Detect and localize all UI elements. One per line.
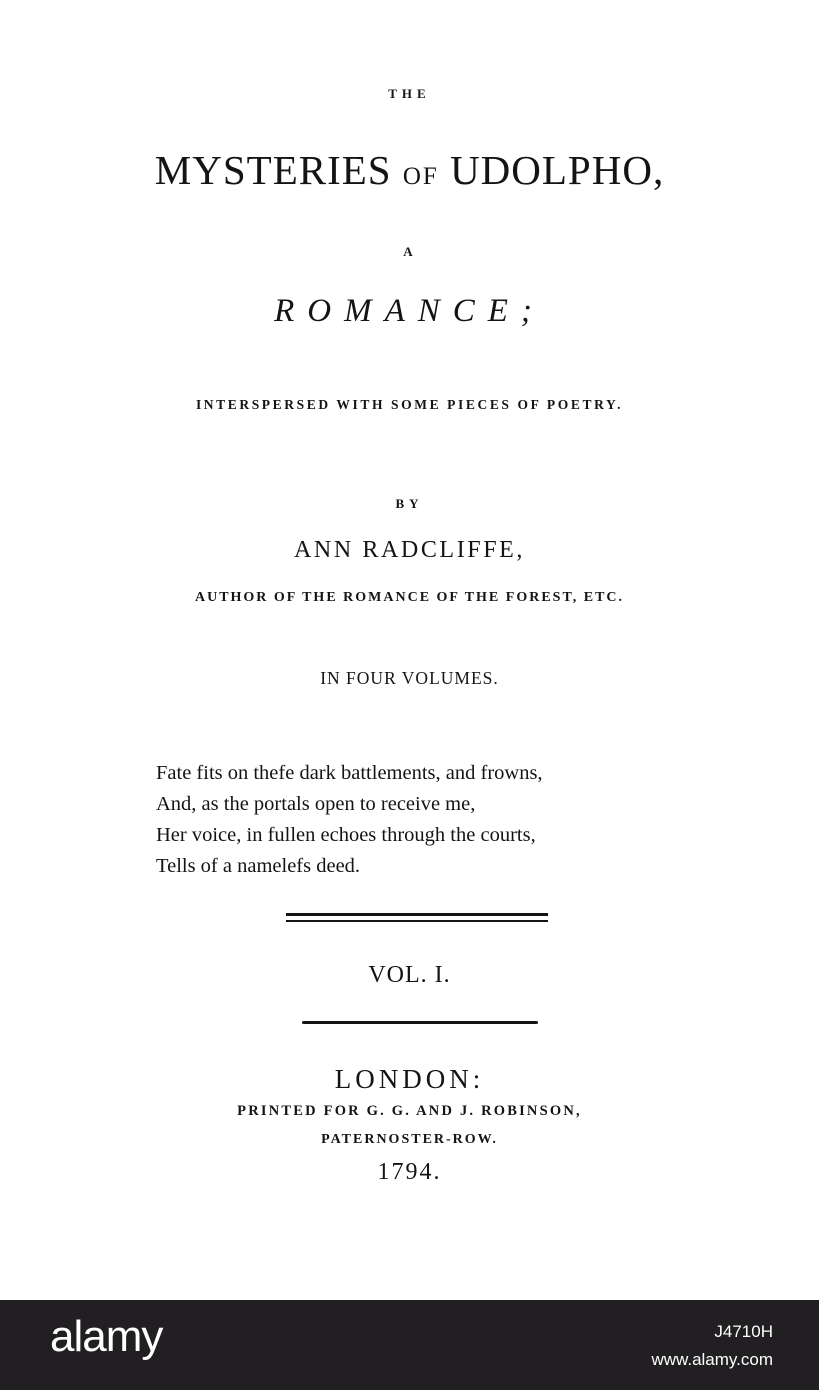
author-name: ANN RADCLIFFE, <box>293 537 526 563</box>
imprint-printer: PRINTED FOR G. G. AND J. ROBINSON, <box>237 1103 582 1119</box>
tapered-rule <box>302 1021 538 1024</box>
epigraph-verse <box>156 758 676 882</box>
verse-line: And, as the portals open to receive me, <box>156 793 476 815</box>
site-url: www.alamy.com <box>651 1350 773 1369</box>
image-id: J4710H <box>714 1322 773 1341</box>
by-label: BY <box>395 496 424 511</box>
alamy-logo: alamy <box>50 1312 163 1361</box>
imprint-year: 1794. <box>377 1159 442 1185</box>
volumes-note: IN FOUR VOLUMES. <box>320 668 499 688</box>
imprint-address: PATERNOSTER-ROW. <box>321 1132 498 1147</box>
subtitle: INTERSPERSED WITH SOME PIECES OF POETRY. <box>195 397 624 412</box>
the-heading: THE <box>388 86 431 101</box>
verse-line: Her voice, in fullen echoes through the courts, <box>156 824 536 846</box>
verse-line: Fate fits on thefe dark battlements, and frowns, <box>156 762 543 784</box>
author-credits: AUTHOR OF THE ROMANCE OF THE FOREST, ETC. <box>194 590 625 605</box>
volume-number: VOL. I. <box>368 962 451 988</box>
book-title <box>0 146 819 194</box>
title-part-of: OF <box>402 163 439 190</box>
article-a: A <box>403 244 416 259</box>
title-part-udolpho: UDOLPHO, <box>450 147 665 193</box>
imprint-city: LONDON: <box>334 1064 485 1094</box>
romance-heading: ROMANCE; <box>274 293 545 329</box>
title-part-mysteries: MYSTERIES <box>154 147 392 193</box>
double-rule-bottom <box>286 920 548 922</box>
verse-line: Tells of a namelefs deed. <box>156 855 361 877</box>
watermark-bar <box>0 1300 819 1390</box>
double-rule-top <box>286 913 548 916</box>
